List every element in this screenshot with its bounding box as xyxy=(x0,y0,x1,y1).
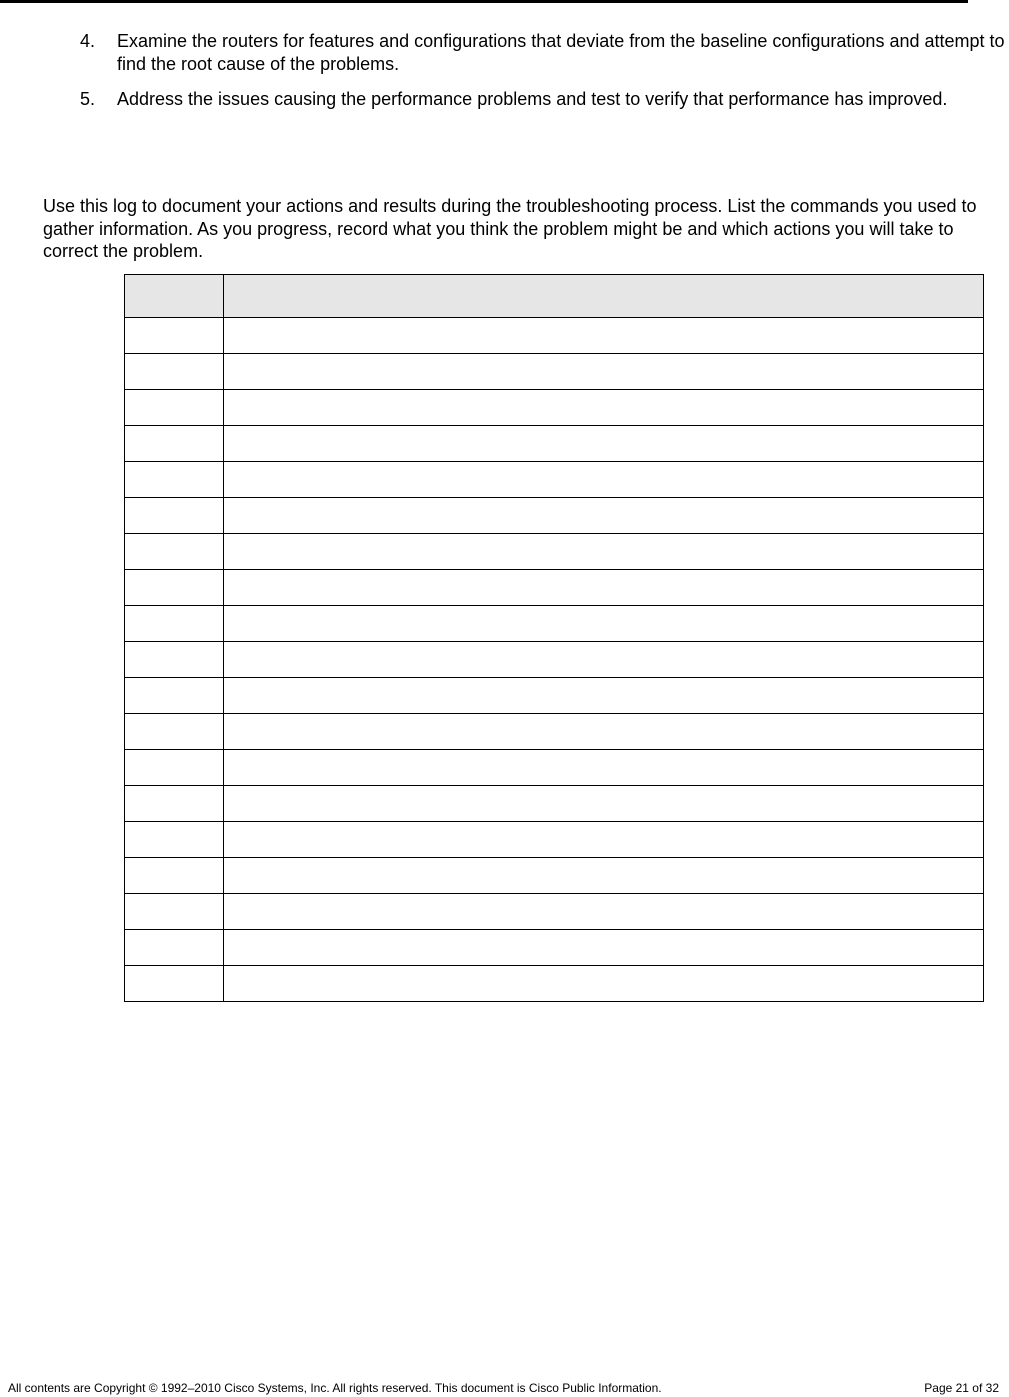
log-action-cell[interactable] xyxy=(224,570,984,606)
log-step-cell[interactable] xyxy=(125,390,224,426)
log-step-cell[interactable] xyxy=(125,822,224,858)
log-step-cell[interactable] xyxy=(125,894,224,930)
table-row xyxy=(125,822,984,858)
step-item xyxy=(80,30,1009,76)
table-row xyxy=(125,642,984,678)
log-action-cell[interactable] xyxy=(224,966,984,1002)
page-number: Page 21 of 32 xyxy=(924,1381,999,1395)
log-action-cell[interactable] xyxy=(224,534,984,570)
log-action-cell[interactable] xyxy=(224,786,984,822)
table-row xyxy=(125,534,984,570)
log-step-cell[interactable] xyxy=(125,534,224,570)
log-step-cell[interactable] xyxy=(125,678,224,714)
step-number: 4. xyxy=(80,31,96,51)
table-row xyxy=(125,426,984,462)
table-row xyxy=(125,894,984,930)
table-row xyxy=(125,966,984,1002)
log-action-cell[interactable] xyxy=(224,930,984,966)
log-step-cell[interactable] xyxy=(125,354,224,390)
log-step-cell[interactable] xyxy=(125,786,224,822)
table-row xyxy=(125,930,984,966)
log-action-cell[interactable] xyxy=(224,642,984,678)
log-action-cell[interactable] xyxy=(224,714,984,750)
log-step-cell[interactable] xyxy=(125,570,224,606)
step-text: Address the issues causing the performance problems and test to verify that performance has improved. xyxy=(117,89,948,109)
top-rule xyxy=(0,0,968,3)
step-item xyxy=(80,88,1009,111)
troubleshooting-log-table xyxy=(124,274,984,1002)
log-step-cell[interactable] xyxy=(125,642,224,678)
table-row xyxy=(125,678,984,714)
table-header-cell xyxy=(125,275,224,318)
log-action-cell[interactable] xyxy=(224,822,984,858)
log-action-cell[interactable] xyxy=(224,426,984,462)
table-row xyxy=(125,390,984,426)
table-row xyxy=(125,858,984,894)
log-step-cell[interactable] xyxy=(125,498,224,534)
table-row xyxy=(125,750,984,786)
table-header-cell xyxy=(224,275,984,318)
log-step-cell[interactable] xyxy=(125,750,224,786)
table-row xyxy=(125,606,984,642)
table-row xyxy=(125,786,984,822)
table-body xyxy=(125,318,984,1002)
log-action-cell[interactable] xyxy=(224,390,984,426)
log-step-cell[interactable] xyxy=(125,462,224,498)
log-step-cell[interactable] xyxy=(125,714,224,750)
log-step-cell[interactable] xyxy=(125,318,224,354)
log-step-cell[interactable] xyxy=(125,930,224,966)
log-action-cell[interactable] xyxy=(224,750,984,786)
step-list xyxy=(80,30,1009,123)
log-action-cell[interactable] xyxy=(224,462,984,498)
log-action-cell[interactable] xyxy=(224,606,984,642)
log-action-cell[interactable] xyxy=(224,858,984,894)
table-header-row xyxy=(125,275,984,318)
log-action-cell[interactable] xyxy=(224,318,984,354)
copyright-notice: All contents are Copyright © 1992–2010 Cisco Systems, Inc. All rights reserved. This document is Cisco Public Information. xyxy=(8,1381,662,1395)
log-step-cell[interactable] xyxy=(125,858,224,894)
log-instructions: Use this log to document your actions and results during the troubleshooting process. List the commands you used to gather information. As you progress, record what you think the problem might be and which actions you will take to correct the problem. xyxy=(43,196,977,261)
log-action-cell[interactable] xyxy=(224,678,984,714)
step-text: Examine the routers for features and configurations that deviate from the baseline configurations and attempt to find the root cause of the problems. xyxy=(117,31,1005,74)
table-row xyxy=(125,318,984,354)
log-step-cell[interactable] xyxy=(125,606,224,642)
table-row xyxy=(125,714,984,750)
table-row xyxy=(125,570,984,606)
log-action-cell[interactable] xyxy=(224,354,984,390)
log-step-cell[interactable] xyxy=(125,426,224,462)
table-row xyxy=(125,498,984,534)
log-action-cell[interactable] xyxy=(224,894,984,930)
log-step-cell[interactable] xyxy=(125,966,224,1002)
table-row xyxy=(125,354,984,390)
log-action-cell[interactable] xyxy=(224,498,984,534)
table-row xyxy=(125,462,984,498)
step-number: 5. xyxy=(80,89,96,109)
